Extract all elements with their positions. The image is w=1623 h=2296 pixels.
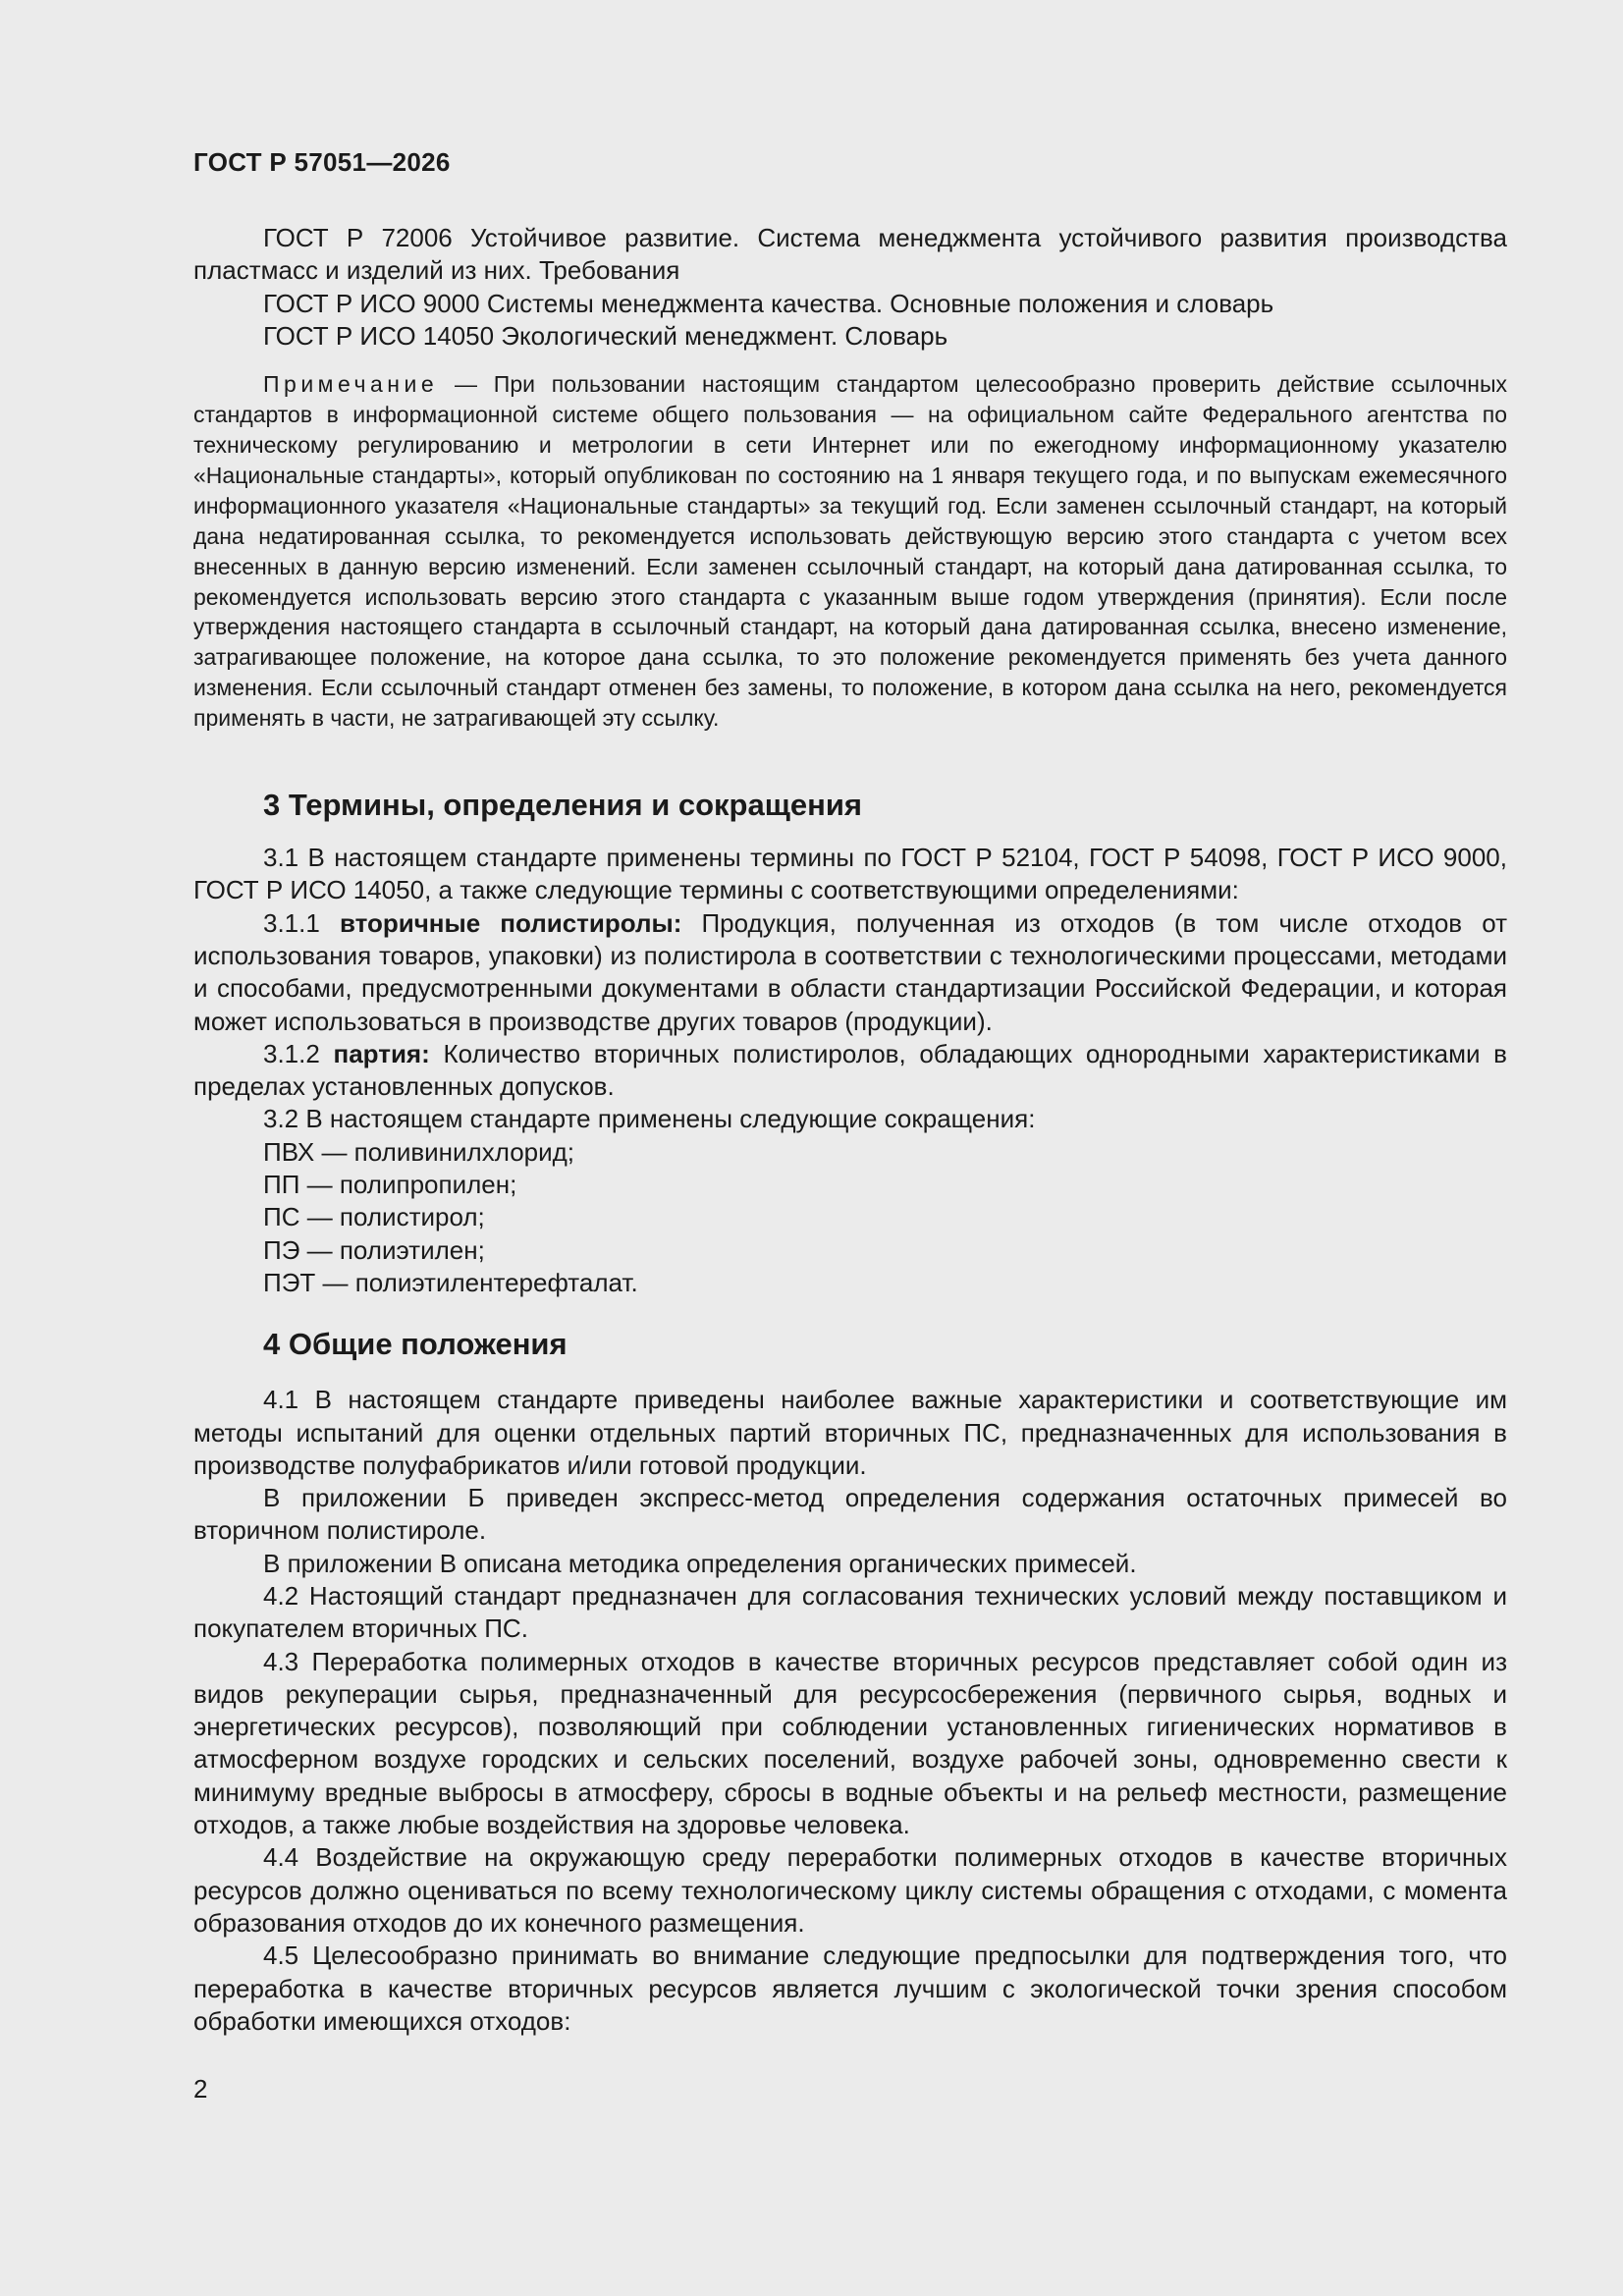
clause-number: 3.1.2 [263, 1038, 334, 1068]
paragraph-4-5: 4.5 Целесообразно принимать во внимание следующие предпосылки для подтверждения того, что переработка в качестве вторичных ресурсов является лучшим с экологической точки зрения способом обработки имеющихся отходов: [193, 1941, 1507, 2036]
paragraph-3-2: 3.2 В настоящем стандарте применены следующие сокращения: [263, 1104, 1036, 1134]
reference-item: ГОСТ Р ИСО 14050 Экологический менеджмент. Словарь [263, 320, 948, 351]
paragraph-4-2: 4.2 Настоящий стандарт предназначен для согласования технических условий между поставщиком и покупателем вторичных ПС. [193, 1581, 1507, 1644]
abbreviation-item: ПП — полипропилен; [263, 1170, 517, 1200]
note-label: Примечание [263, 371, 439, 398]
reference-item: ГОСТ Р 72006 Устойчивое развитие. Система менеджмента устойчивого развития производства пластмасс и изделий из них. Требования [193, 223, 1507, 286]
definition: Продукция, полученная из отходов (в том числе отходов от использования товаров, упаковки) из полистирола в соответствии с технологическими процессами, методами и способами, предусмотренными документами в области стандартизации Российской Федерации, и которая может использоваться в производстве других товаров (продукции). [193, 907, 1508, 1036]
paragraph-annex-b: В приложении Б приведен экспресс-метод определения содержания остаточных примесей во вторичном полистироле. [193, 1483, 1507, 1546]
paragraph-3-1-2 [193, 1038, 1507, 1104]
section-4-heading: 4 Общие положения [263, 1327, 568, 1362]
page-content [193, 222, 1507, 2038]
term: вторичные полистиролы: [339, 907, 682, 938]
abbreviation-item: ПВХ — поливинилхлорид; [263, 1136, 575, 1167]
abbreviation-item: ПЭТ — полиэтилентерефталат. [263, 1267, 638, 1297]
note-paragraph [193, 369, 1507, 734]
note-text: — При пользовании настоящим стандартом целесообразно проверить действие ссылочных стандартов в информационной системе общего пользования — на официальном сайте Федерального агентства по техническому регулированию и метрологии в сети Интернет или по ежегодному информационному указателю «Национальные стандарты», который опубликован по состоянию на 1 января текущего года, и по выпускам ежемесячного информационного указателя «Национальные стандарты» за текущий год. Если заменен ссылочный стандарт, на который дана недатированная ссылка, то рекомендуется использовать действующую версию этого стандарта с учетом всех внесенных в данную версию изменений. Если заменен ссылочный стандарт, на который дана датированная ссылка, то рекомендуется использовать версию этого стандарта с указанным выше годом утверждения (принятия). Если после утверждения настоящего стандарта в ссылочный стандарт, на который дана датированная ссылка, внесено изменение, затрагивающее положение, на которое дана ссылка, то это положение рекомендуется применять без учета данного изменения. Если ссылочный стандарт отменен без замены, то положение, в котором дана ссылка на него, рекомендуется применять в части, не затрагивающей эту ссылку. [193, 371, 1507, 732]
paragraph-4-3: 4.3 Переработка полимерных отходов в качестве вторичных ресурсов представляет собой один из видов рекуперации сырья, предназначенный для ресурсосбережения (первичного сырья, водных и энергетических ресурсов), позволяющий при соблюдении установленных гигиенических нормативов в атмосферном воздухе городских и сельских поселений, воздухе рабочей зоны, одновременно свести к минимуму вредные выбросы в атмосферу, сбросы в водные объекты и на рельеф местности, размещение отходов, а также любые воздействия на здоровье человека. [193, 1646, 1507, 1840]
term: партия: [333, 1038, 430, 1068]
paragraph-3-1: 3.1 В настоящем стандарте применены термины по ГОСТ Р 52104, ГОСТ Р 54098, ГОСТ Р ИСО 9000, ГОСТ Р ИСО 14050, а также следующие термины с соответствующими определениями: [193, 843, 1507, 905]
section-3-heading: 3 Термины, определения и сокращения [263, 788, 862, 823]
abbreviation-item: ПЭ — полиэтилен; [263, 1234, 485, 1265]
paragraph-4-4: 4.4 Воздействие на окружающую среду переработки полимерных отходов в качестве вторичных ресурсов должно оцениваться по всему технологическому циклу системы обращения с отходами, с момента образования отходов до их конечного размещения. [193, 1842, 1507, 1938]
paragraph-3-1-1 [193, 907, 1507, 1038]
reference-item: ГОСТ Р ИСО 9000 Системы менеджмента качества. Основные положения и словарь [263, 288, 1274, 318]
definition: Количество вторичных полистиролов, обладающих однородными характеристиками в пределах установленных допусков. [193, 1038, 1507, 1102]
paragraph-4-1: 4.1 В настоящем стандарте приведены наиболее важные характеристики и соответствующие им методы испытаний для оценки отдельных партий вторичных ПС, предназначенных для использования в производстве полуфабрикатов и/или готовой продукции. [193, 1385, 1507, 1480]
paragraph-annex-c: В приложении В описана методика определения органических примесей. [263, 1548, 1137, 1578]
clause-number: 3.1.1 [263, 907, 340, 938]
abbreviation-item: ПС — полистирол; [263, 1202, 485, 1232]
document-header: ГОСТ Р 57051—2026 [193, 147, 451, 177]
page-number: 2 [193, 2074, 208, 2104]
